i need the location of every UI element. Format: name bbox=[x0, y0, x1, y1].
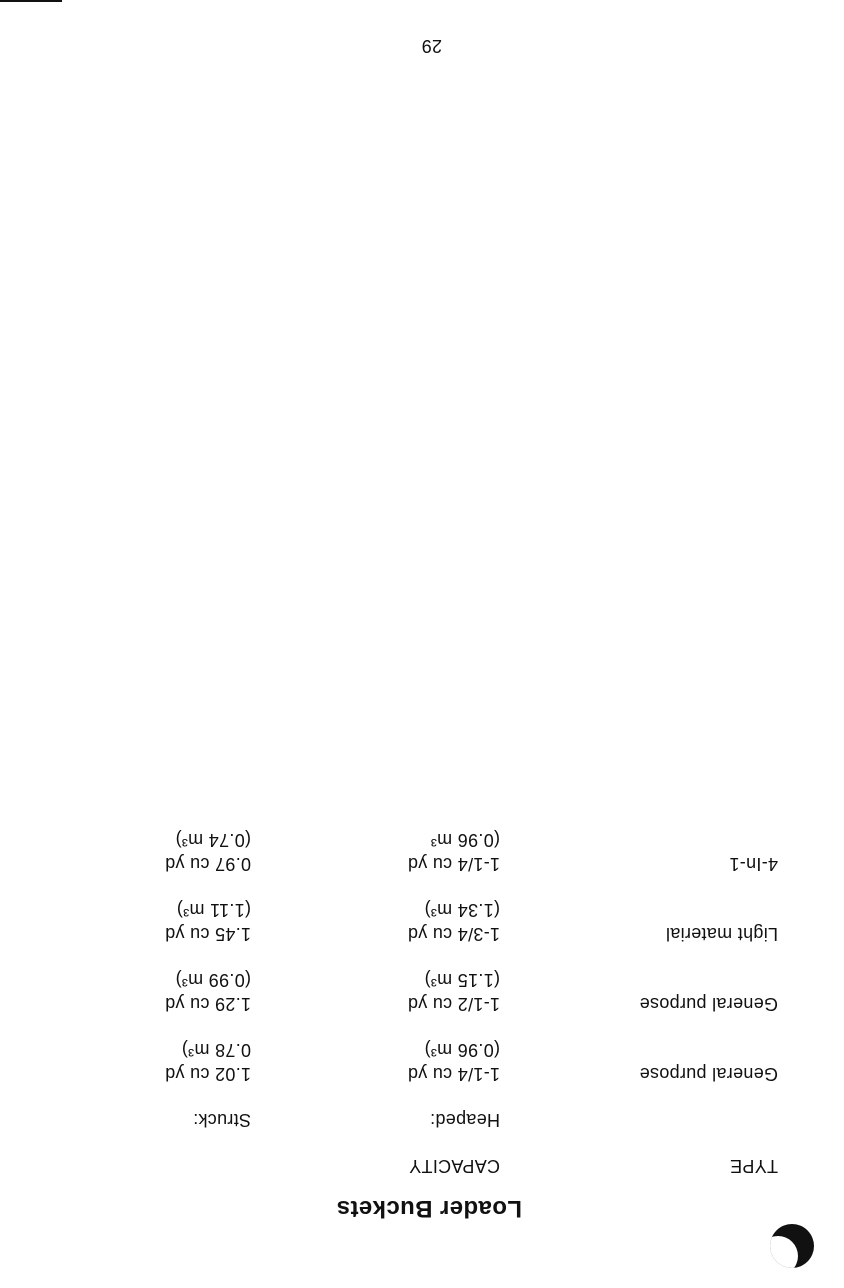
subheader-heaped: Heaped: bbox=[429, 1110, 500, 1130]
row-heaped: 1-3/4 cu yd bbox=[407, 924, 500, 944]
row-heaped: 1-1/4 cu yd bbox=[407, 854, 500, 874]
row-struck: 1.45 cu yd bbox=[164, 924, 251, 944]
row-struck-metric: (1.11 m³) bbox=[176, 900, 251, 920]
row-type: 4-In-1 bbox=[729, 854, 778, 874]
row-heaped-metric: (1.34 m³) bbox=[424, 900, 500, 920]
row-struck: 0.97 cu yd bbox=[164, 854, 251, 874]
row-heaped-metric: (0.96 m³ bbox=[430, 830, 500, 850]
row-struck-metric: 0.78 m³) bbox=[181, 1040, 251, 1060]
page-title: Loader Buckets bbox=[336, 1195, 522, 1222]
crescent-mark-icon bbox=[770, 1224, 814, 1268]
subheader-struck: Struck: bbox=[192, 1110, 251, 1130]
header-type: TYPE bbox=[729, 1156, 778, 1176]
row-type: Light material bbox=[665, 924, 778, 944]
row-heaped-metric: (0.96 m³) bbox=[424, 1040, 500, 1060]
row-type: General purpose bbox=[639, 1064, 778, 1084]
row-heaped: 1-1/4 cu yd bbox=[407, 1064, 500, 1084]
row-struck-metric: (0.99 m³) bbox=[175, 970, 251, 990]
row-struck-metric: (0.74 m³) bbox=[175, 830, 251, 850]
row-heaped: 1-1/2 cu yd bbox=[407, 994, 500, 1014]
corner-rule bbox=[0, 0, 62, 2]
row-heaped-metric: (1.15 m³) bbox=[424, 970, 500, 990]
row-type: General purpose bbox=[639, 994, 778, 1014]
header-capacity: CAPACITY bbox=[408, 1156, 500, 1176]
row-struck: 1.29 cu yd bbox=[164, 994, 251, 1014]
row-struck: 1.02 cu yd bbox=[164, 1064, 251, 1084]
page-number: 29 bbox=[421, 36, 442, 56]
